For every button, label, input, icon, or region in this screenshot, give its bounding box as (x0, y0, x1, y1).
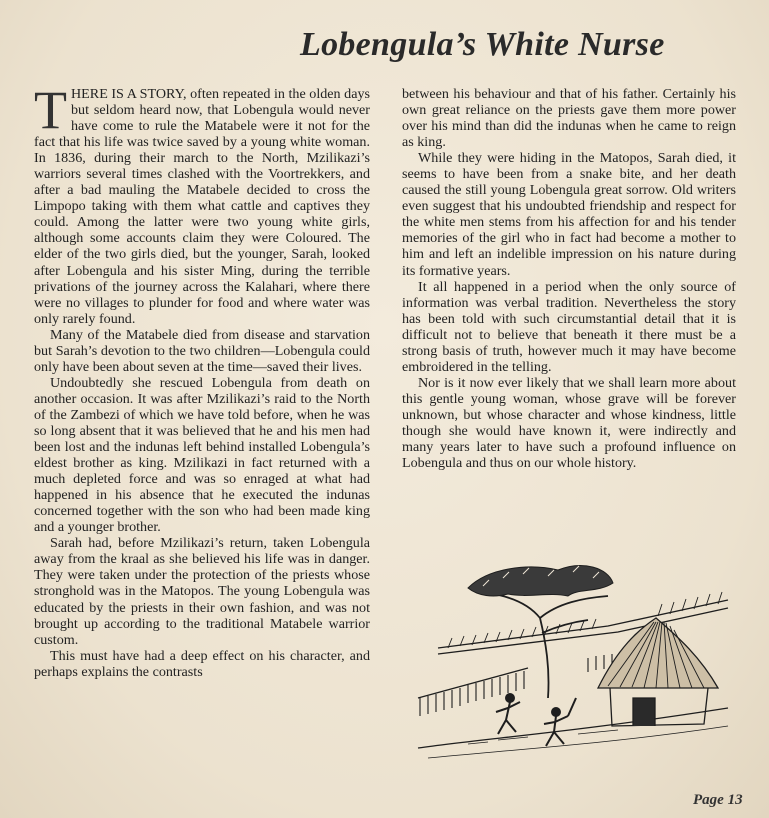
article-title: Lobengula’s White Nurse (300, 26, 665, 63)
paragraph-3: Undoubtedly she rescued Lobengula from death on another occasion. It was after Mzilikazi’s raid to the North of the Zambezi of which we have told before, when he was so long absent that it was believed that he and his men had been lost and the indunas left behind installed Lobengula’s eldest brother as king. Mzilikazi in fact returned with a much depleted force and was so enraged at what had happened in his absence that he executed the indunas concerned together with the son who had been made king and a younger brother. (34, 374, 370, 536)
paragraph-1 (34, 80, 370, 327)
hut-tree-figures-icon (408, 548, 734, 768)
paragraph-2: Many of the Matabele died from disease and starvation but Sarah’s devotion to the two children—Lobengula could only have been about seven at the time—saved their lives. (34, 326, 370, 375)
page-number: Page 13 (693, 792, 743, 808)
paragraph-1-text: HERE IS A STORY, often repeated in the olden days but seldom heard now, that Lobengula would never have come to rule the Matabele were it not for the fact that his life was twice saved by a young white woman. In 1836, during their march to the North, Mzilikazi’s warriors several times clashed with the Voortrekkers, and after a bad mauling the Matabele decided to cross the Limpopo taking with them what cattle and captives they could. Among the latter were two young white girls, although some accounts claim they were Coloured. The elder of the two girls died, but the younger, Sarah, looked after Lobengula and his sister Ming, during the terrible privations of the journey across the Kalahari, where there were no villages to plunder for food and where water was only rarely found. (34, 86, 370, 327)
paragraph-5: This must have had a deep effect on his character, and perhaps explains the contrasts (34, 647, 370, 680)
paragraph-9: Nor is it now ever likely that we shall learn more about this gentle young woman, whose grave will be forever unknown, but whose character and whose kindness, little though she would have known it, were indirectly and many years later to have such a profound influence on Lobengula and thus on our whole history. (402, 374, 736, 472)
drop-cap: T (34, 80, 67, 140)
paragraph-6: between his behaviour and that of his father. Certainly his own great reliance on the priests gave them more power over his mind than did the indunas when he came to reign as king. (402, 86, 736, 151)
paragraph-7: While they were hiding in the Matopos, Sarah died, it seems to have been from a snake bite, and her death caused the still young Lobengula great sorrow. Old writers even suggest that his undoubted friendship and respect for the white men stems from his affection for and his tender memories of the girl who in fact had become a mother to him and left an indelible impression on his nature during its formative years. (402, 150, 736, 279)
paragraph-8: It all happened in a period when the only source of information was verbal tradition. Nevertheless the story has been told with such circumstantial detail that it is difficult not to believe that beneath it there must be a strong basis of truth, however much it may have become embroidered in the telling. (402, 278, 736, 375)
right-column (402, 86, 736, 471)
left-column (34, 80, 370, 680)
paragraph-4: Sarah had, before Mzilikazi’s return, taken Lobengula away from the kraal as she believed his life was in danger. They were taken under the protection of the priests whose stronghold was in the Matopos. The young Lobengula was educated by the priests in their own fashion, and was not brought up according to the traditional Matabele warrior custom. (34, 535, 370, 648)
